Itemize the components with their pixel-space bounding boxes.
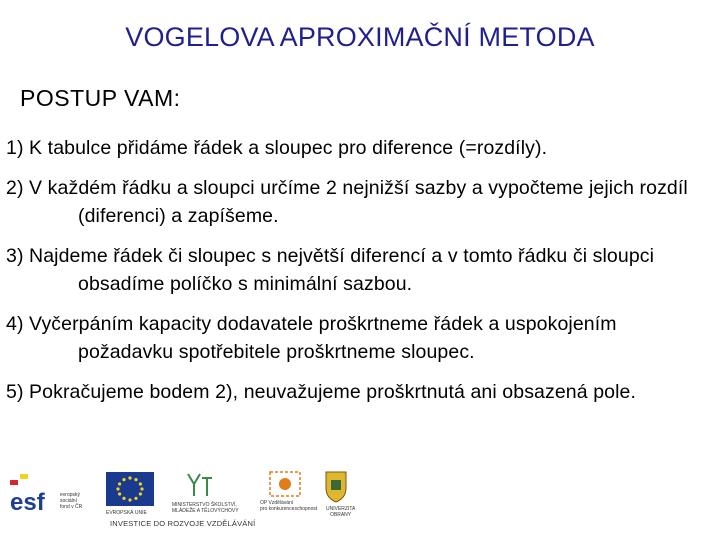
svg-text:pro konkurenceschopnost: pro konkurenceschopnost	[260, 506, 318, 512]
sponsor-logos	[8, 468, 360, 518]
steps-list	[6, 134, 716, 418]
page-title: VOGELOVA APROXIMAČNÍ METODA	[125, 22, 595, 52]
step-item-2: 2) V každém řádku a sloupci určíme 2 nejnižší sazby a vypočteme jejich rozdíl (diferenci) a zapíšeme.	[6, 177, 688, 227]
svg-text:OBRANY: OBRANY	[330, 512, 352, 518]
eu-flag-logo	[106, 472, 154, 516]
op-logo	[260, 472, 318, 512]
msmt-logo	[172, 474, 239, 514]
university-crest-logo	[326, 472, 356, 518]
svg-text:MINISTERSTVO ŠKOLSTVÍ,: MINISTERSTVO ŠKOLSTVÍ,	[172, 502, 237, 508]
svg-text:esf: esf	[10, 489, 45, 516]
step-item-4: 4) Vyčerpáním kapacity dodavatele proškrtneme řádek a uspokojením požadavku spotřebitele proškrtneme sloupec.	[6, 313, 617, 363]
logo-caption: INVESTICE DO ROZVOJE VZDĚLÁVÁNÍ	[110, 519, 256, 528]
step-item-1: 1) K tabulce přidáme řádek a sloupec pro diference (=rozdíly).	[6, 137, 548, 159]
svg-text:fond v ČR: fond v ČR	[60, 504, 83, 510]
svg-text:OP Vzdělávání: OP Vzdělávání	[260, 500, 294, 506]
svg-text:sociální: sociální	[60, 498, 77, 504]
logo-bar	[0, 464, 365, 540]
svg-text:EVROPSKÁ UNIE: EVROPSKÁ UNIE	[106, 510, 147, 516]
svg-text:MLÁDEŽE A TĚLOVÝCHOVY: MLÁDEŽE A TĚLOVÝCHOVY	[172, 508, 239, 514]
subtitle: POSTUP VAM:	[20, 85, 181, 111]
svg-text:evropský: evropský	[60, 492, 81, 498]
step-item-3: 3) Najdeme řádek či sloupec s největší diferencí a v tomto řádku či sloupci obsadíme políčko s minimální sazbou.	[6, 245, 655, 295]
step-item-5: 5) Pokračujeme bodem 2), neuvažujeme proškrtnutá ani obsazená pole.	[6, 381, 636, 403]
esf-logo	[10, 474, 83, 516]
svg-text:UNIVERZITA: UNIVERZITA	[326, 506, 356, 512]
